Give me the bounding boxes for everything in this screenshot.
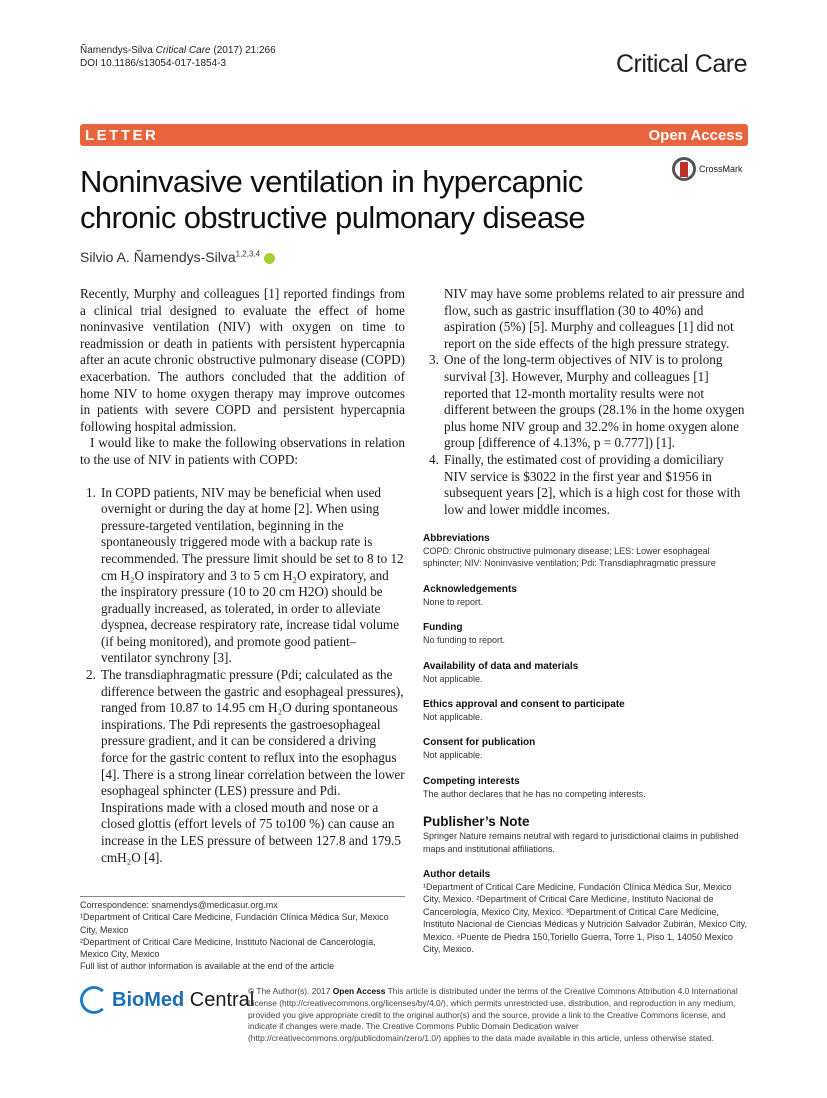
section-text: Not applicable. — [423, 673, 483, 684]
title-line: chronic obstructive pulmonary disease — [80, 200, 586, 235]
left-column — [80, 286, 405, 866]
author-line — [80, 249, 275, 265]
section-heading: Funding — [423, 622, 463, 634]
section-heading: Acknowledgements — [423, 583, 517, 595]
license-text — [248, 986, 753, 1045]
list-item — [80, 485, 405, 668]
list-number: 2. — [86, 667, 96, 683]
section-heading: Competing interests — [423, 775, 520, 787]
section-heading: Availability of data and materials — [423, 660, 579, 672]
author-name[interactable]: Silvio A. Ñamendys-Silva — [80, 249, 236, 265]
open-access-label: Open Access — [332, 986, 386, 996]
correspondence-email[interactable]: Correspondence: snamendys@medicasur.org.mx — [80, 900, 278, 910]
list-text: One of the long-term objectives of NIV is to prolong survival [3]. However, Murphy and colleagues [1] reported that 12-month mortality results were not different between the groups (28.1% in the home oxygen plus home NIV group and 32.2% in home oxygen alone group [difference of 4.13%, p = 0.777]) [1]. — [444, 352, 745, 451]
list-item — [80, 667, 405, 866]
paragraph: Recently, Murphy and colleagues [1] reported findings from a clinical trial designed to evaluate the effect of home noninvasive ventilation (NIV) with oxygen on time to readmission or death in patients with persistent hypercapnia after an acute chronic obstructive pulmonary disease (COPD) exacerbation. The authors concluded that the addition of home NIV to home oxygen therapy may improve outcomes in patients with severe COPD and persistent hypercapnia following hospital admission. — [80, 286, 405, 434]
correspondence-footnote — [80, 896, 405, 973]
declarations — [423, 532, 748, 956]
right-column — [423, 286, 748, 518]
list-item-continuation — [423, 286, 748, 352]
section-text: COPD: Chronic obstructive pulmonary disease; LES: Lower esophageal sphincter; NIV: Noninvasive ventilation; Pdi: Transdiaphragmatic pressure — [423, 546, 716, 569]
title-line: Noninvasive ventilation in hypercapnic — [80, 164, 583, 199]
author-details-heading: Author details — [423, 869, 491, 881]
list-text: NIV may have some problems related to air pressure and flow, such as gastric insufflation (30 to 40%) and aspiration (5%) [5]. Murphy and colleagues [1] did not report on the side effects of the high pressure strategy. — [444, 286, 745, 351]
section-text: The author declares that he has no competing interests. — [423, 788, 646, 799]
section-text: None to report. — [423, 596, 484, 607]
list-number: 1. — [86, 484, 96, 500]
list-number: 4. — [429, 451, 439, 467]
article-type-banner — [80, 124, 748, 146]
article-type: LETTER — [85, 126, 159, 144]
paragraph: I would like to make the following observations in relation to the use of NIV in patients with COPD: — [80, 435, 405, 467]
affiliation: ¹Department of Critical Care Medicine, Fundación Clínica Médica Sur, Mexico City, Mexico — [80, 912, 389, 935]
section-heading: Consent for publication — [423, 737, 536, 749]
affiliation: ²Department of Critical Care Medicine, Instituto Nacional de Cancerología, Mexico City, Mexico — [80, 936, 376, 960]
logo-text: Central — [184, 988, 255, 1011]
doi[interactable]: DOI 10.1186/s13054-017-1854-3 — [80, 58, 227, 69]
section-heading: Ethics approval and consent to participate — [423, 699, 625, 711]
biomed-central-logo[interactable] — [80, 986, 254, 1014]
section-text: Not applicable. — [423, 750, 483, 761]
license-body: This article is distributed under the terms of the Creative Commons Attribution 4.0 International License (http://creativecommons.org/licenses/by/4.0/), which permits unrestricted use, distribution, and reproduction in any medium, provided you give appropriate credit to the original author(s) and the source, provide a link to the Creative Commons license, and indicate if changes were made. The Creative Commons Public Domain Dedication waiver (http://creativecommons.org/publicdomain/zero/1.0/) applies to the data made available in this article, unless otherwise stated. — [248, 986, 738, 1044]
citation-journal: Critical Care — [155, 45, 211, 56]
logo-text: BioMed — [112, 988, 185, 1011]
author-details-text: ¹Department of Critical Care Medicine, Fundación Clínica Médica Sur, Mexico City, Mexico. ²Department of Critical Care Medicine, Instituto Nacional de Cancerología, Mexico City, Mexico. ³Department of Critical Care Medicine, Instituto Nacional de Ciencias Médicas y Nutrición Salvador Zubirán, Mexico City, Mexico. ⁴Puente de Piedra 150,Toriello Guerra, Torre 1, Piso 1, 14050 Mexico City, Mexico. — [423, 882, 747, 955]
author-affiliations: 1,2,3,4 — [235, 249, 261, 259]
list-text: The transdiaphragmatic pressure (Pdi; calculated as the difference between the gastric and esophageal pressures), ranged from 10.87 to 14.95 cm H₂O during spontaneous inspirations. The Pdi represents the gastroesophageal pressure gradient, and it can be considered a driving force for the gastric content to reflux into the esophagus [4]. There is a strong linear correlation between the lower esophageal sphincter (LES) pressure and Pdi. Inspirations made with a closed mouth and nose or a closed glottis (effort levels of 75 to100 %) can cause an increase in the LES pressure of between 127.8 and 179.5 cmH₂O [4]. — [101, 667, 405, 865]
full-list-note: Full list of author information is available at the end of the article — [80, 961, 335, 972]
citation-author: Ñamendys-Silva — [80, 45, 153, 56]
list-number: 3. — [429, 352, 439, 368]
journal-name: Critical Care — [615, 50, 747, 78]
section-text: No funding to report. — [423, 635, 506, 646]
list-item — [423, 352, 748, 452]
crossmark-label: CrossMark — [699, 164, 743, 174]
crossmark-icon — [672, 157, 696, 181]
publishers-note-text: Springer Nature remains neutral with regard to jurisdictional claims in published maps and institutional affiliations. — [423, 831, 739, 854]
list-item — [423, 452, 748, 518]
publishers-note-heading: Publisher’s Note — [423, 814, 530, 830]
section-heading: Abbreviations — [423, 533, 490, 544]
open-access-label: Open Access — [648, 126, 743, 144]
list-text: Finally, the estimated cost of providing a domiciliary NIV service is $3022 in the first year and $1956 in subsequent years [2], which is a high cost for those with low and lower middle incomes. — [444, 451, 741, 517]
citation-volume: (2017) 21:266 — [213, 45, 276, 56]
citation-header — [80, 44, 276, 70]
section-text: Not applicable. — [423, 712, 483, 723]
crossmark-button[interactable] — [672, 157, 743, 181]
article-title — [80, 164, 585, 236]
biomed-central-icon — [80, 986, 108, 1014]
copyright: © The Author(s). 2017 — [248, 986, 333, 996]
list-text: In COPD patients, NIV may be beneficial when used overnight or during the day at home [2]. When using pressure-targeted ventilation, beginning in the spontaneously triggered mode with a backup rate is recommended. The pressure limit should be set to 8 to 12 cm H₂O inspiratory and 3 to 5 cm H₂O expiratory, and the inspiratory pressure (10 to 20 cm H2O) should be gradually increased, as tolerated, in order to alleviate dyspnea, decrease respiratory rate, increase tidal volume (if being monitored), and promote good patient–ventilator synchrony [3]. — [101, 484, 404, 666]
orcid-icon[interactable] — [264, 253, 275, 264]
